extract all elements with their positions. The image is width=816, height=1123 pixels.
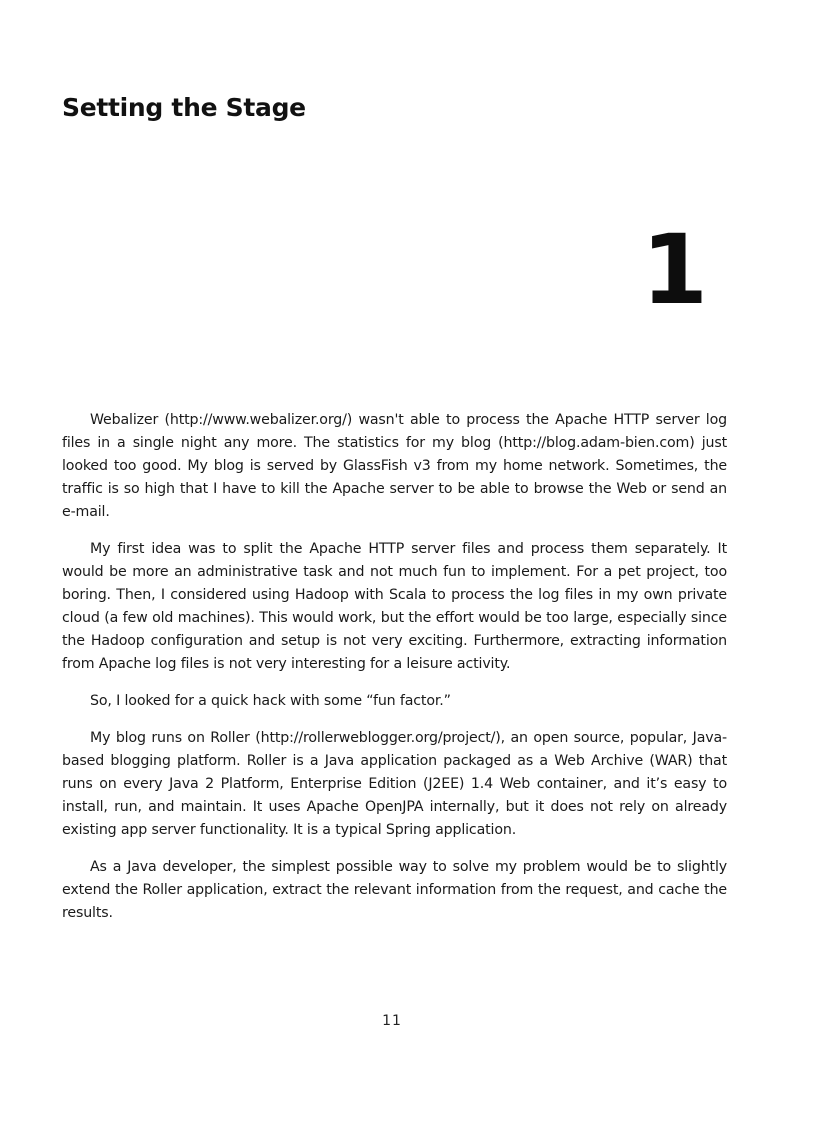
chapter-number: 1 — [641, 214, 708, 326]
body-text — [62, 409, 727, 939]
paragraph-quick-hack: So, I looked for a quick hack with some “fun factor.” — [90, 693, 451, 709]
paragraph-webalizer: Webalizer (http://www.webalizer.org/) wasn't able to process the Apache HTTP server log files in a single night any more. The statistics for my blog (http://blog.adam-bien.com) just looked too good. My blog is served by GlassFish v3 from my home network. Sometimes, the traffic is so high that I have to kill the Apache server to be able to browse the Web or send an e-mail. — [62, 412, 727, 520]
chapter-title: Setting the Stage — [62, 93, 306, 122]
paragraph-first-idea: My first idea was to split the Apache HTTP server files and process them separately. It would be more an administrative task and not much fun to implement. For a pet project, too boring. Then, I considered using Hadoop with Scala to process the log files in my own private cloud (a few old machines). This would work, but the effort would be too large, especially since the Hadoop configuration and setup is not very exciting. Furthermore, extracting information from Apache log files is not very interesting for a leisure activity. — [62, 541, 727, 672]
paragraph-roller: My blog runs on Roller (http://rollerweblogger.org/project/), an open source, popular, Java-based blogging platform. Roller is a Java application packaged as a Web Archive (WAR) that runs on every Java 2 Platform, Enterprise Edition (J2EE) 1.4 Web container, and it’s easy to install, run, and maintain. It uses Apache OpenJPA internally, but it does not rely on already existing app server functionality. It is a typical Spring application. — [62, 730, 727, 838]
page-number: 11 — [382, 1013, 402, 1029]
paragraph-java-developer: As a Java developer, the simplest possible way to solve my problem would be to slightly extend the Roller application, extract the relevant information from the request, and cache the results. — [62, 859, 727, 921]
